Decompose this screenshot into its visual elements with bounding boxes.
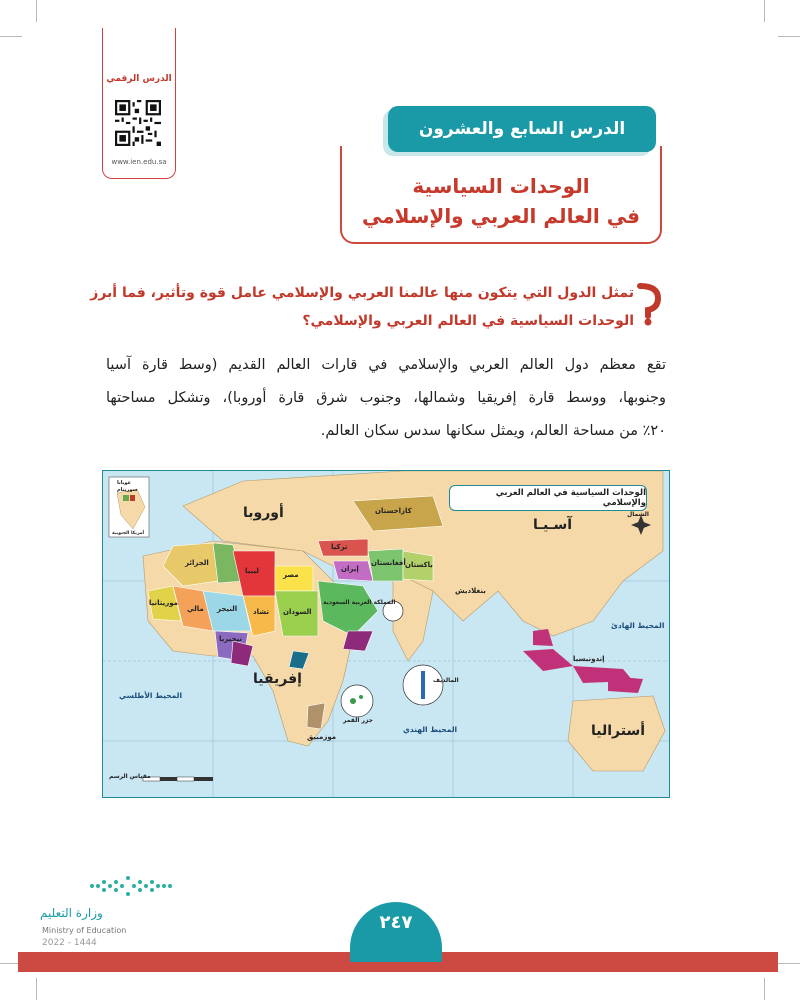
label-mali: مالي	[187, 605, 204, 613]
lesson-title-line1: الوحدات السياسية	[412, 174, 590, 198]
label-pakistan: باكستان	[405, 561, 433, 569]
label-maldives: المالديف	[433, 677, 459, 684]
label-egypt: مصر	[283, 571, 299, 579]
crop-mark	[0, 36, 22, 37]
label-asia: آسـيـا	[533, 517, 573, 533]
label-chad: تشاد	[253, 608, 269, 616]
page-number: ٢٤٧	[379, 912, 413, 933]
lesson-number-tab: الدرس السابع والعشرون	[388, 106, 656, 152]
digital-lesson-card[interactable]	[102, 28, 176, 179]
edition-year: 2022 - 1444	[42, 938, 97, 948]
lesson-title-box	[340, 146, 662, 244]
label-mauritania: موريتانيا	[149, 599, 178, 607]
label-australia: أستراليا	[591, 723, 646, 739]
body-paragraph-line1: تقع معظم دول العالم العربي والإسلامي في قارات العالم القديم (وسط قارة آسيا	[106, 357, 666, 373]
label-indonesia: إندونيسيا	[573, 655, 605, 663]
label-iran: إيران	[341, 565, 359, 573]
label-north: الشمال	[627, 511, 649, 518]
map-title: الوحدات السياسية في العالم العربي والإسلامي	[449, 485, 647, 511]
label-suriname: سورينام	[117, 487, 138, 493]
world-map	[102, 470, 670, 798]
crop-mark	[778, 963, 800, 964]
label-libya: ليبيا	[245, 567, 259, 575]
label-comoros: جزر القمر	[343, 717, 373, 724]
label-africa: إفريقيا	[253, 671, 302, 687]
label-pacific: المحيط الهادئ	[611, 621, 665, 630]
crop-mark	[36, 0, 37, 22]
label-turkey: تركيا	[331, 543, 348, 551]
label-europe: أوروبا	[243, 505, 284, 521]
label-mozambique: موزمبيق	[307, 733, 337, 741]
qr-code-icon[interactable]	[115, 100, 161, 146]
label-atlantic: المحيط الأطلسي	[119, 691, 183, 700]
label-niger: النيجر	[217, 605, 238, 613]
label-indian: المحيط الهندي	[403, 725, 458, 734]
digital-lesson-label: الدرس الرقمي	[106, 74, 172, 84]
label-scale: مقياس الرسم	[109, 773, 151, 780]
map-graphic	[103, 471, 669, 797]
label-bangladesh: بنغلاديش	[455, 587, 486, 595]
ministry-name-english: Ministry of Education	[42, 926, 127, 935]
label-nigeria: نيجيريا	[219, 635, 242, 643]
label-afghanistan: أفغانستان	[371, 559, 406, 567]
site-url[interactable]: www.ien.edu.sa	[111, 158, 167, 166]
body-paragraph-line2: وجنوبها، ووسط قارة إفريقيا وشمالها، وجنوب شرق قارة أوروبا)، وتشكل مساحتها	[106, 390, 666, 406]
label-sudan: السودان	[283, 608, 312, 616]
lesson-title-line2: في العالم العربي والإسلامي	[361, 204, 641, 228]
crop-mark	[764, 978, 765, 1000]
crop-mark	[778, 36, 800, 37]
label-south-america: أمريكا الجنوبية	[112, 531, 145, 536]
ministry-logo-icon	[88, 874, 176, 898]
crop-mark	[36, 978, 37, 1000]
question-line2: الوحدات السياسية في العالم العربي والإسلامي؟	[302, 313, 634, 329]
label-guyana: غويانا	[117, 480, 132, 486]
ministry-name-arabic: وزارة التعليم	[40, 906, 103, 920]
label-kazakhstan: كازاخستان	[375, 507, 412, 515]
question-icon	[636, 282, 662, 326]
crop-mark	[764, 0, 765, 22]
label-algeria: الجزائر	[185, 559, 209, 567]
label-saudi: المملكة العربية السعودية	[323, 599, 396, 606]
question-line1: تمثل الدول التي يتكون منها عالمنا العربي والإسلامي عامل قوة وتأثير، فما أبرز	[90, 285, 634, 301]
body-paragraph-line3: ٢٠٪ من مساحة العالم، ويمثل سكانها سدس سكان العالم.	[320, 423, 666, 439]
